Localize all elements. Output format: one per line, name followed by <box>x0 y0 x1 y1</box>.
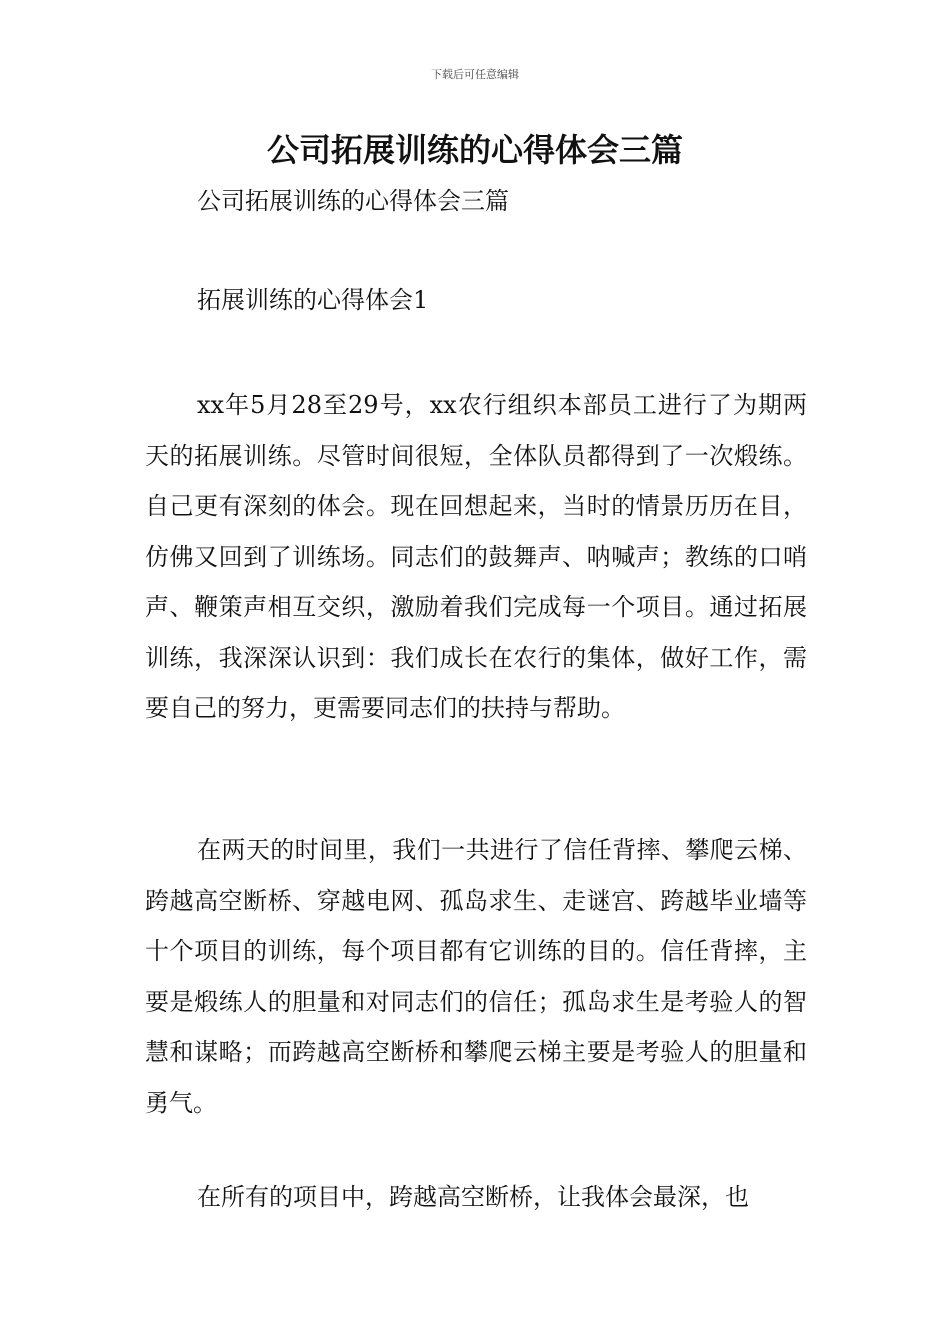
document-subtitle: 公司拓展训练的心得体会三篇 <box>197 187 509 215</box>
paragraph-1: xx年5月28至29号，xx农行组织本部员工进行了为期两天的拓展训练。尽管时间很短，全体队员都得到了一次煅练。自己更有深刻的体会。现在回想起来，当时的情景历历在目，仿佛又回到了训练场。同志们的鼓舞声、呐喊声；教练的口哨声、鞭策声相互交织，激励着我们完成每一个项目。通过拓展训练，我深深认识到：我们成长在农行的集体，做好工作，需要自己的努力，更需要同志们的扶持与帮助。 <box>145 391 807 722</box>
section-heading: 拓展训练的心得体会1 <box>197 286 429 314</box>
document-title: 公司拓展训练的心得体会三篇 <box>266 131 683 169</box>
header-note: 下载后可任意编辑 <box>431 68 519 81</box>
paragraph-2: 在两天的时间里，我们一共进行了信任背摔、攀爬云梯、跨越高空断桥、穿越电网、孤岛求生、走谜宫、跨越毕业墙等十个项目的训练，每个项目都有它训练的目的。信任背摔，主要是煅练人的胆量和对同志们的信任；孤岛求生是考验人的智慧和谋略；而跨越高空断桥和攀爬云梯主要是考验人的胆量和勇气。 <box>145 836 807 1117</box>
paragraph-3: 在所有的项目中，跨越高空断桥，让我体会最深，也 <box>197 1183 749 1211</box>
